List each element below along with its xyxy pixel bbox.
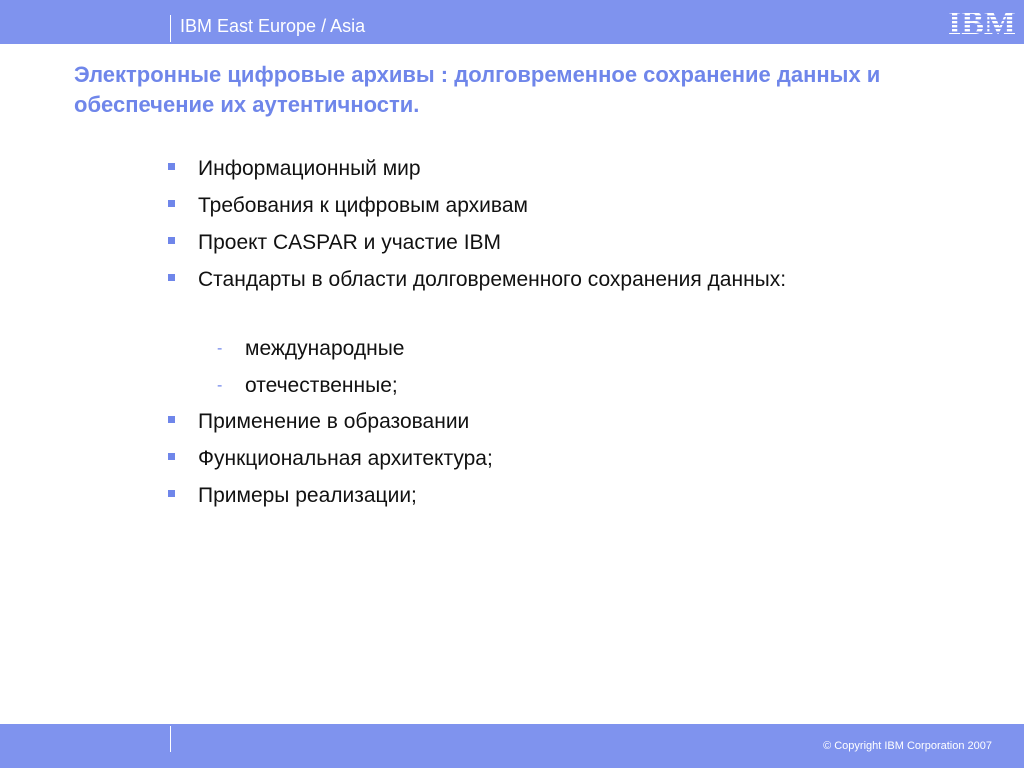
header-bar	[0, 0, 1024, 44]
sub-list-item-text: международные	[245, 337, 405, 360]
header-title: IBM East Europe / Asia	[180, 16, 366, 36]
copyright-text: © Copyright IBM Corporation 2007	[823, 740, 992, 752]
bullet-square-icon	[168, 453, 175, 460]
footer-divider	[170, 726, 171, 752]
bullet-square-icon	[168, 274, 175, 281]
bullet-square-icon	[168, 200, 175, 207]
bullet-square-icon	[168, 416, 175, 423]
bullet-square-icon	[168, 163, 175, 170]
list-item-text: Требования к цифровым архивам	[198, 194, 528, 217]
dash-icon: -	[217, 340, 223, 357]
bullet-square-icon	[168, 490, 175, 497]
list-item-text: Стандарты в области долговременного сохранения данных:	[198, 268, 787, 291]
bullet-square-icon	[168, 237, 175, 244]
dash-icon: -	[217, 377, 223, 394]
footer-bar	[0, 724, 1024, 768]
ibm-logo-text: IBM	[948, 5, 1016, 37]
list-item-text: Применение в образовании	[198, 410, 470, 433]
ibm-logo-icon	[945, 5, 1019, 37]
header-divider	[170, 15, 171, 42]
list-item-text: Информационный мир	[198, 157, 421, 180]
list-item-text: Проект CASPAR и участие IBM	[198, 231, 502, 254]
sub-list-item-text: отечественные;	[245, 374, 398, 397]
slide-title: Электронные цифровые архивы : долговременное сохранение данных и обеспечение их аутентичности.	[74, 62, 881, 117]
list-item-text: Функциональная архитектура;	[198, 447, 493, 470]
list-item-text: Примеры реализации;	[198, 484, 417, 507]
